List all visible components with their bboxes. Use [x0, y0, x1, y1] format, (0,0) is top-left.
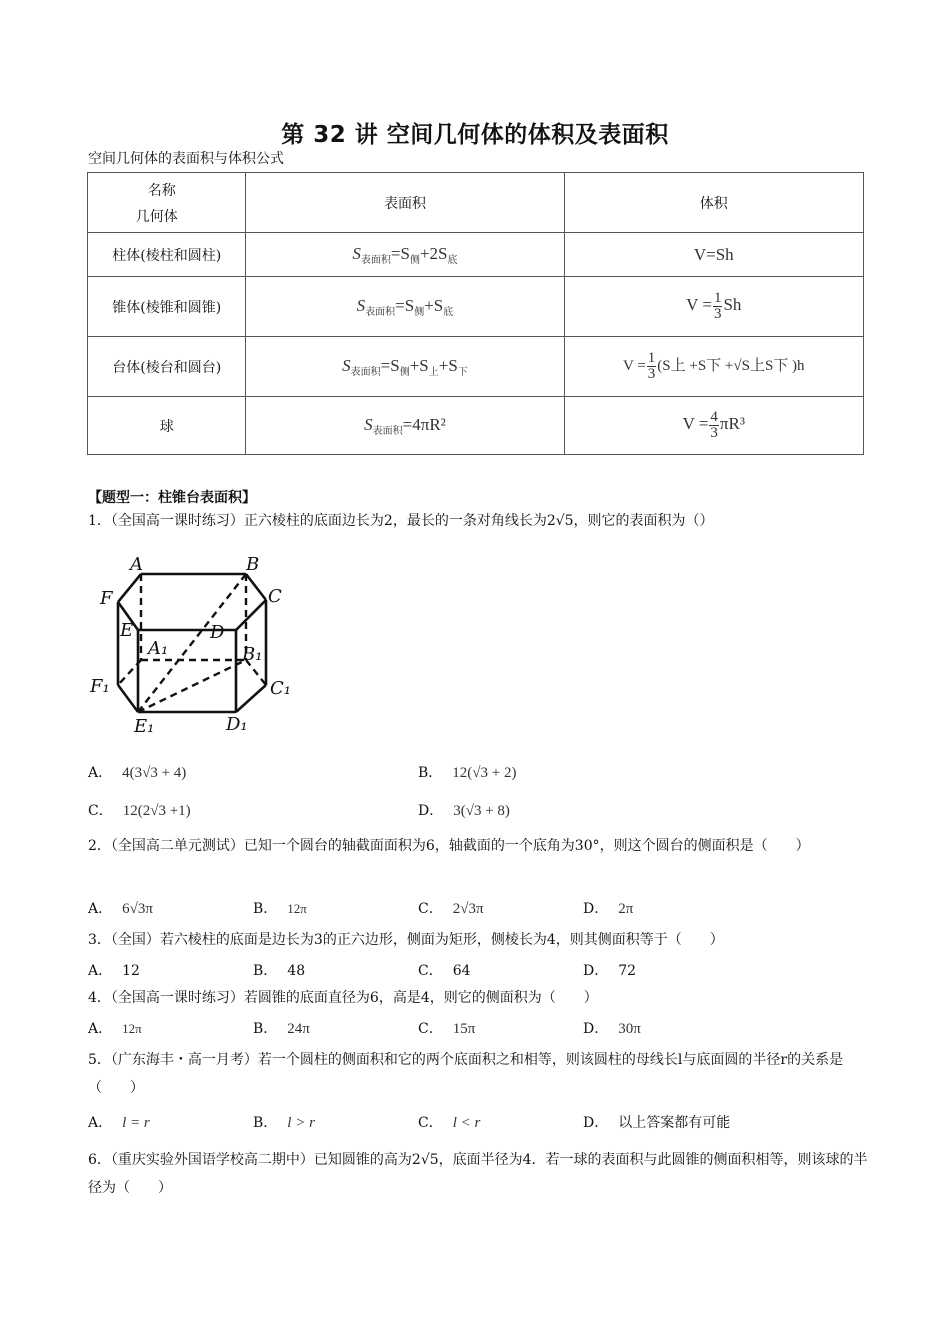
- row-name: 球: [88, 397, 246, 455]
- question-6-stem: 6．（重庆实验外国语学校高二期中）已知圆锥的高为2√5，底面半径为4．若一球的表面积与此圆锥的侧面积相等，则该球的半径为（ ）: [88, 1152, 868, 1196]
- q5-option-a[interactable]: A． l = r: [88, 1115, 150, 1131]
- q1-option-c[interactable]: C． 12(2√3 +1): [88, 803, 191, 819]
- row-name: 台体(棱台和圆台): [88, 337, 246, 397]
- question-1-stem: 1．（全国高一课时练习）正六棱柱的底面边长为2，最长的一条对角线长为2√5，则它的表面积为（）: [88, 513, 714, 529]
- q4-option-a[interactable]: A． 12π: [88, 1021, 142, 1037]
- header-surface: 表面积: [246, 173, 564, 233]
- question-5-stem: 5．（广东海丰・高一月考）若一个圆柱的侧面积和它的两个底面积之和相等，则该圆柱的母线长l与底面圆的半径r的关系是（ ）: [88, 1052, 844, 1096]
- q5-option-b[interactable]: B． l > r: [253, 1115, 315, 1131]
- table-row: [88, 277, 864, 337]
- q3-option-a[interactable]: A． 12: [88, 963, 140, 979]
- surface-formula: $S_{表面积}=S_侧+S_底$: [246, 277, 564, 337]
- q2-option-b[interactable]: B． 12π: [253, 901, 307, 917]
- row-name: 柱体(棱柱和圆柱): [88, 233, 246, 277]
- surface-formula: $S_{表面积}=4\pi R^2$: [246, 397, 564, 455]
- header-name-bottom: 几何体: [135, 208, 178, 225]
- label-e: E: [120, 620, 134, 641]
- surface-formula: $S_{表面积}=S_侧+S_上+S_下$: [246, 337, 564, 397]
- q2-option-a[interactable]: A． 6√3π: [88, 901, 153, 917]
- formula-table: [87, 172, 864, 455]
- q3-option-b[interactable]: B． 48: [253, 963, 306, 979]
- header-name-cell: [88, 173, 246, 233]
- volume-formula: V = $\frac{4}{3}$ πR³: [564, 397, 863, 455]
- q1-option-a[interactable]: A． 4(3√3 + 4): [88, 765, 187, 781]
- q4-option-c[interactable]: C． 15π: [418, 1021, 476, 1037]
- q5-option-d[interactable]: D． 以上答案都有可能: [583, 1115, 731, 1131]
- label-e1: E₁: [134, 716, 155, 737]
- label-f: F: [100, 588, 113, 609]
- label-a1: A₁: [148, 638, 169, 659]
- volume-formula: V=Sh: [564, 233, 863, 277]
- label-d: D: [210, 622, 225, 643]
- q4-option-b[interactable]: B． 24π: [253, 1021, 310, 1037]
- q2-option-d[interactable]: D． 2π: [583, 901, 634, 917]
- label-b1: B₁: [242, 644, 263, 665]
- label-f1: F₁: [90, 676, 110, 697]
- header-volume: 体积: [564, 173, 863, 233]
- q1-option-d[interactable]: D． 3(√3 + 8): [418, 803, 510, 819]
- q3-option-d[interactable]: D． 72: [583, 963, 637, 979]
- question-4-stem: 4．（全国高一课时练习）若圆锥的底面直径为6，高是4，则它的侧面积为（ ）: [88, 990, 598, 1006]
- q3-option-c[interactable]: C． 64: [418, 963, 471, 979]
- page-title: 第 32 讲 空间几何体的体积及表面积: [281, 122, 669, 148]
- section-title: 【题型一：柱锥台表面积】: [88, 490, 256, 506]
- table-header-row: [88, 173, 864, 233]
- label-c1: C₁: [270, 678, 291, 699]
- table-row: [88, 397, 864, 455]
- row-name: 锥体(棱锥和圆锥): [88, 277, 246, 337]
- table-row: [88, 337, 864, 397]
- intro-text: 空间几何体的表面积与体积公式: [88, 151, 284, 167]
- surface-formula: $S_{表面积}=S_侧+2S_底$: [246, 233, 564, 277]
- table-row: [88, 233, 864, 277]
- question-2-stem: 2．（全国高二单元测试）已知一个圆台的轴截面面积为6，轴截面的一个底角为30°，则这个圆台的侧面积是（ ）: [88, 838, 810, 854]
- q4-option-d[interactable]: D． 30π: [583, 1021, 641, 1037]
- header-name-top: 名称: [147, 182, 176, 199]
- label-a: A: [130, 554, 143, 575]
- label-c: C: [268, 586, 282, 607]
- volume-formula: V = $\frac{1}{3}$ (S上 +S下 +√S上S下 )h: [564, 337, 863, 397]
- hexagonal-prism-figure: [86, 550, 306, 750]
- q5-option-c[interactable]: C． l < r: [418, 1115, 481, 1131]
- label-d1: D₁: [226, 714, 248, 735]
- question-3-stem: 3．（全国）若六棱柱的底面是边长为3的正六边形，侧面为矩形，侧棱长为4，则其侧面积等于（ ）: [88, 932, 724, 948]
- volume-formula: V = $\frac{1}{3}$ Sh: [564, 277, 863, 337]
- label-b: B: [246, 554, 260, 575]
- q2-option-c[interactable]: C． 2√3π: [418, 901, 484, 917]
- q1-option-b[interactable]: B． 12(√3 + 2): [418, 765, 517, 781]
